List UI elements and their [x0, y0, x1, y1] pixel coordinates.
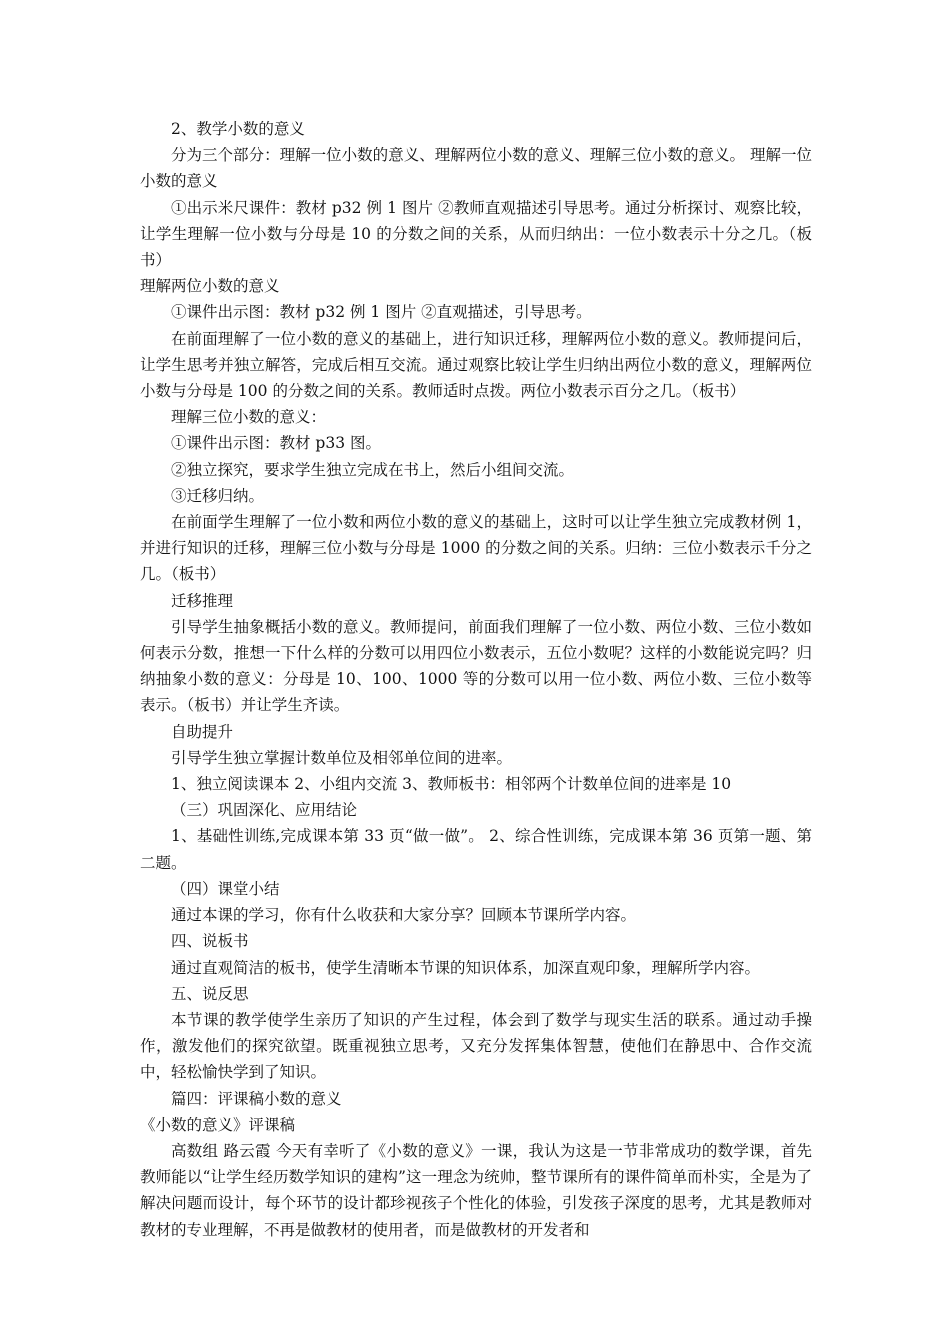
paragraph: 五、说反思 — [171, 984, 249, 1003]
document-body — [140, 116, 812, 1243]
paragraph: ②独立探究，要求学生独立完成在书上，然后小组间交流。 — [171, 460, 575, 479]
paragraph: （三）巩固深化、应用结论 — [171, 801, 358, 820]
paragraph: （四）课堂小结 — [171, 879, 280, 898]
paragraph: 2、教学小数的意义 — [171, 120, 305, 138]
paragraph: 四、说板书 — [171, 932, 249, 951]
paragraph: 引导学生独立掌握计数单位及相邻单位间的进率。 — [171, 748, 513, 767]
paragraph: 通过直观简洁的板书，使学生清晰本节课的知识体系，加深直观印象，理解所学内容。 — [171, 958, 761, 977]
paragraph: ③迁移归纳。 — [171, 486, 265, 505]
paragraph: 理解两位小数的意义 — [140, 277, 280, 296]
paragraph: 在前面学生理解了一位小数和两位小数的意义的基础上，这时可以让学生独立完成教材例 1，并进行知识的迁移，理解三位小数与分母是 1000 的分数之间的关系。归纳：三位小数表示千分之几。（板书） — [140, 513, 812, 584]
paragraph: 自助提升 — [171, 722, 234, 741]
paragraph: ①课件出示图：教材 p32 例 1 图片 ②直观描述，引导思考。 — [171, 303, 592, 322]
paragraph: 高数组 路云霞 今天有幸听了《小数的意义》一课，我认为这是一节非常成功的数学课，首先教师能以“让学生经历数学知识的建构”这一理念为统帅，整节课所有的课件简单而朴实，全是为了解决问题而设计，每个环节的设计都珍视孩子个性化的体验，引发孩子深度的思考，尤其是教师对教材的专业理解，不再是做教材的使用者，而是做教材的开发者和 — [140, 1141, 812, 1239]
paragraph: 篇四：评课稿小数的意义 — [171, 1089, 342, 1108]
paragraph: 通过本课的学习，你有什么收获和大家分享？回顾本节课所学内容。 — [171, 906, 637, 925]
paragraph: 1、独立阅读课本 2、小组内交流 3、教师板书：相邻两个计数单位间的进率是 10 — [171, 775, 732, 794]
paragraph: 引导学生抽象概括小数的意义。教师提问，前面我们理解了一位小数、两位小数、三位小数如何表示分数，推想一下什么样的分数可以用四位小数表示，五位小数呢？这样的小数能说完吗？归纳抽象小数的意义：分母是 10、100、1000 等的分数可以用一位小数、两位小数、三位小数等表示。（板书）并让学生齐读。 — [140, 617, 812, 715]
paragraph: 本节课的教学使学生亲历了知识的产生过程，体会到了数学与现实生活的联系。通过动手操作，激发他们的探究欲望。既重视独立思考，又充分发挥集体智慧，使他们在静思中、合作交流中，轻松愉快学到了知识。 — [140, 1010, 812, 1082]
paragraph: 1、基础性训练,完成课本第 33 页“做一做”。 2、综合性训练，完成课本第 36 页第一题、第二题。 — [140, 827, 812, 872]
paragraph: 迁移推理 — [171, 591, 234, 610]
paragraph: 分为三个部分：理解一位小数的意义、理解两位小数的意义、理解三位小数的意义。 理解一位小数的意义 — [140, 146, 812, 191]
paragraph: 理解三位小数的意义： — [171, 408, 327, 427]
paragraph: ①出示米尺课件：教材 p32 例 1 图片 ②教师直观描述引导思考。通过分析探讨、观察比较，让学生理解一位小数与分母是 10 的分数之间的关系，从而归纳出：一位小数表示十分之几。（板书） — [140, 198, 812, 270]
paragraph: ①课件出示图：教材 p33 图。 — [171, 434, 382, 453]
paragraph: 在前面理解了一位小数的意义的基础上，进行知识迁移，理解两位小数的意义。教师提问后，让学生思考并独立解答，完成后相互交流。通过观察比较让学生归纳出两位小数的意义，理解两位小数与分母是 100 的分数之间的关系。教师适时点拨。两位小数表示百分之几。（板书） — [140, 329, 812, 401]
paragraph: 《小数的意义》评课稿 — [140, 1115, 296, 1134]
